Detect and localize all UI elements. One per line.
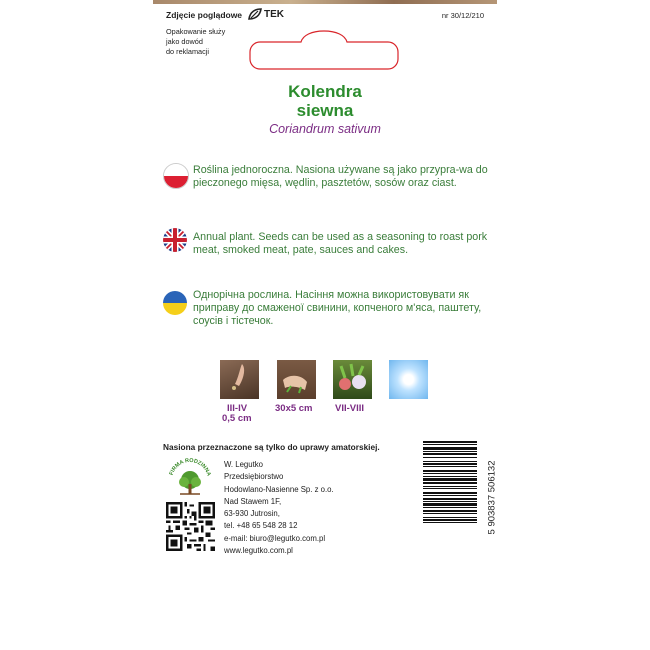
brand-name: TEK [264, 8, 284, 20]
barcode-bar [423, 510, 477, 512]
amateur-note: Nasiona przeznaczone są tylko do uprawy amatorskiej. [163, 442, 380, 452]
barcode-number: 5 903837 506132 [486, 460, 498, 535]
barcode-bar [423, 447, 477, 450]
barcode-bar [423, 476, 477, 477]
barcode-bar [423, 488, 477, 489]
note-line: do reklamacji [166, 47, 209, 56]
sowing-time-icon [220, 360, 259, 399]
barcode-bar [423, 498, 477, 500]
sowing-depth-label: 0,5 cm [222, 413, 252, 424]
product-name [153, 82, 497, 120]
package-number: nr 30/12/210 [441, 11, 484, 20]
barcode-bar [423, 501, 477, 502]
note-line: jako dowód [166, 37, 203, 46]
barcode-bar [423, 463, 477, 465]
barcode-bar [423, 482, 477, 484]
barcode-number-box [484, 444, 498, 554]
barcode [423, 441, 477, 546]
company-website: www.legutko.com.pl [224, 546, 293, 556]
barcode-bar [423, 466, 477, 467]
sowing-time-label: III-IV [227, 403, 248, 414]
family-company-tree-logo [166, 458, 214, 498]
spacing-label: 30x5 cm [275, 403, 313, 414]
complaint-note [166, 27, 256, 57]
barcode-bar [423, 507, 477, 508]
leaf-icon [248, 8, 262, 20]
harvest-icon [333, 360, 372, 399]
barcode-bar [423, 522, 477, 523]
barcode-bar [423, 470, 477, 472]
product-name-line1: Kolendra [288, 82, 362, 101]
company-line: Hodowlano-Nasienne Sp. z o.o. [224, 484, 334, 494]
barcode-bar [423, 451, 477, 452]
spacing-icon [277, 360, 316, 399]
company-email: e-mail: biuro@legutko.com.pl [224, 533, 326, 543]
barcode-bar [423, 492, 477, 494]
barcode-bar [423, 453, 477, 455]
company-line: W. Legutko [224, 460, 264, 469]
note-line: Opakowanie służy [166, 27, 226, 36]
company-address [224, 459, 334, 557]
company-phone: tel. +48 65 548 28 12 [224, 521, 298, 531]
barcode-bar [423, 519, 477, 521]
barcode-bar [423, 495, 477, 496]
photo-label: Zdjęcie poglądowe [166, 10, 243, 20]
poland-flag-icon [163, 163, 189, 189]
barcode-bar [423, 478, 477, 481]
uk-flag-icon [163, 228, 187, 252]
product-name-line2: siewna [296, 101, 354, 120]
description-pl: Roślina jednoroczna. Nasiona używane są jako przypra-wa do pieczonego mięsa, wędlin, pasztetów, sosów oraz ciast. [193, 164, 488, 189]
barcode-bar [423, 461, 477, 462]
company-line: 63-930 Jutrosin, [224, 509, 280, 519]
description-uk: Однорічна рослина. Насіння можна використовувати як приправу до смаженої свинини, копченого м'яса, паштету, соусів і тістечок. [193, 289, 482, 327]
company-line: Przedsiębiorstwo [224, 472, 284, 482]
sun-icon [389, 360, 428, 399]
barcode-bar [423, 517, 477, 518]
qr-code [166, 502, 215, 551]
logo-text: FIRMA RODZINNA [168, 458, 212, 477]
hanger-hole-outline [248, 30, 400, 72]
barcode-bar [423, 441, 477, 443]
brand-logo [248, 8, 284, 20]
ukraine-flag-icon [163, 291, 187, 315]
barcode-bar [423, 503, 477, 506]
harvest-label: VII-VIII [335, 403, 365, 414]
barcode-bar [423, 473, 477, 474]
barcode-bar [423, 444, 477, 445]
barcode-bar [423, 486, 477, 487]
barcode-bar [423, 457, 477, 458]
company-line: Nad Stawem 1F, [224, 496, 282, 506]
barcode-bar [423, 513, 477, 514]
description-en: Annual plant. Seeds can be used as a seasoning to roast pork meat, smoked meat, pate, sauces and cakes. [193, 231, 488, 256]
top-photo-strip [153, 0, 497, 4]
latin-name: Coriandrum sativum [269, 122, 381, 136]
